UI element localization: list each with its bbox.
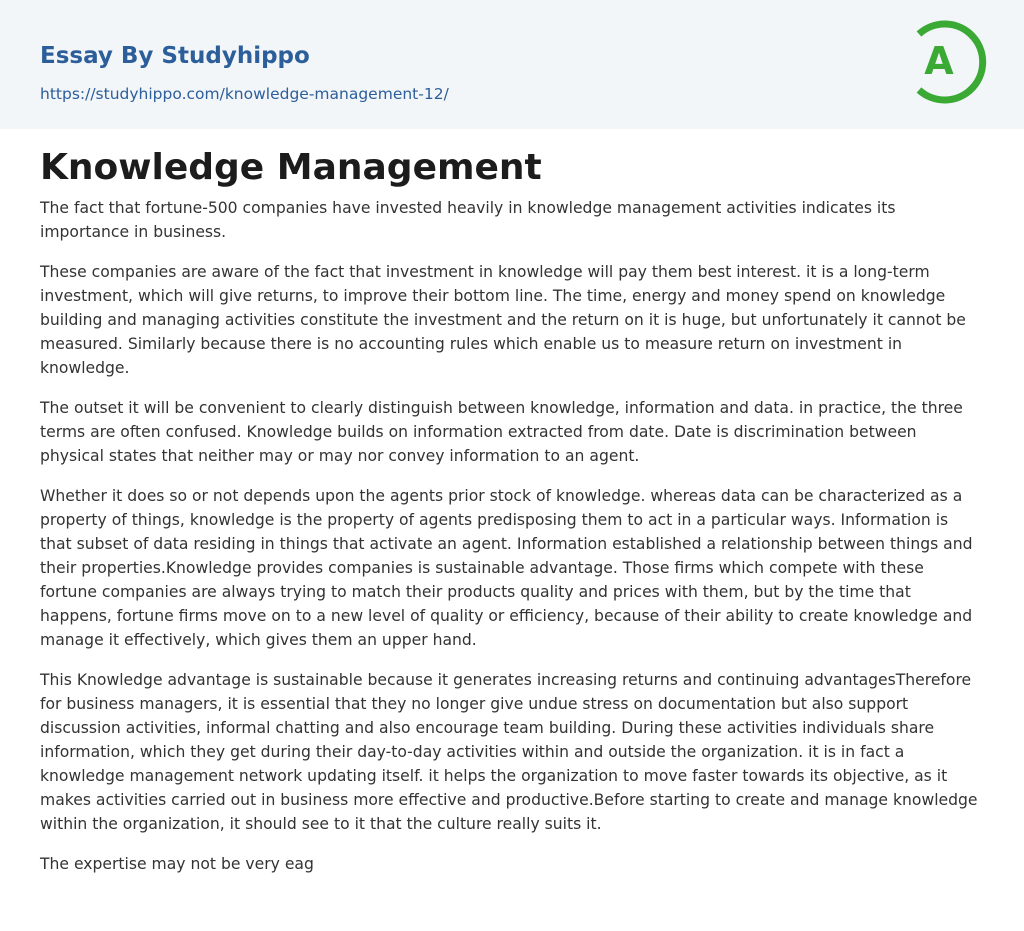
brand-title[interactable]: Essay By Studyhippo (40, 43, 310, 69)
article-paragraph-6: The expertise may not be very eag (40, 855, 314, 873)
article (40, 146, 984, 892)
article-paragraph-1: The fact that fortune-500 companies have invested heavily in knowledge management activities indicates its importance in business. (40, 199, 896, 241)
studyhippo-logo-icon[interactable] (905, 18, 989, 106)
site-header (0, 0, 1024, 129)
article-paragraph-5: This Knowledge advantage is sustainable because it generates increasing returns and continuing advantagesTherefore for business managers, it is essential that they no longer give undue stress on documentation but also support discussion activities, informal chatting and also encourage team building. During these activities individuals share information, which they get during their day-to-day activities within and outside the organization. it is in fact a knowledge management network updating itself. it helps the organization to move faster towards its objective, as it makes activities carried out in business more effective and productive.Before starting to create and manage knowledge within the organization, it should see to it that the culture really suits it. (40, 671, 978, 833)
page-title: Knowledge Management (40, 147, 542, 188)
logo-letter: A (924, 39, 954, 83)
source-url-link[interactable]: https://studyhippo.com/knowledge-management-12/ (40, 85, 449, 103)
article-paragraph-3: The outset it will be convenient to clearly distinguish between knowledge, information and data. in practice, the three terms are often confused. Knowledge builds on information extracted from date. Date is discrimination between physical states that neither may or may nor convey information to an agent. (40, 399, 963, 465)
article-paragraph-2: These companies are aware of the fact that investment in knowledge will pay them best interest. it is a long-term investment, which will give returns, to improve their bottom line. The time, energy and money spend on knowledge building and managing activities constitute the investment and the return on it is huge, but unfortunately it cannot be measured. Similarly because there is no accounting rules which enable us to measure return on investment in knowledge. (40, 263, 966, 377)
article-paragraph-4: Whether it does so or not depends upon the agents prior stock of knowledge. whereas data can be characterized as a property of things, knowledge is the property of agents predisposing them to act in a particular ways. Information is that subset of data residing in things that activate an agent. Information established a relationship between things and their properties.Knowledge provides companies is sustainable advantage. Those firms which compete with these fortune companies are always trying to match their products quality and prices with them, but by the time that happens, fortune firms move on to a new level of quality or efficiency, because of their ability to create knowledge and manage it effectively, which gives them an upper hand. (40, 487, 973, 649)
